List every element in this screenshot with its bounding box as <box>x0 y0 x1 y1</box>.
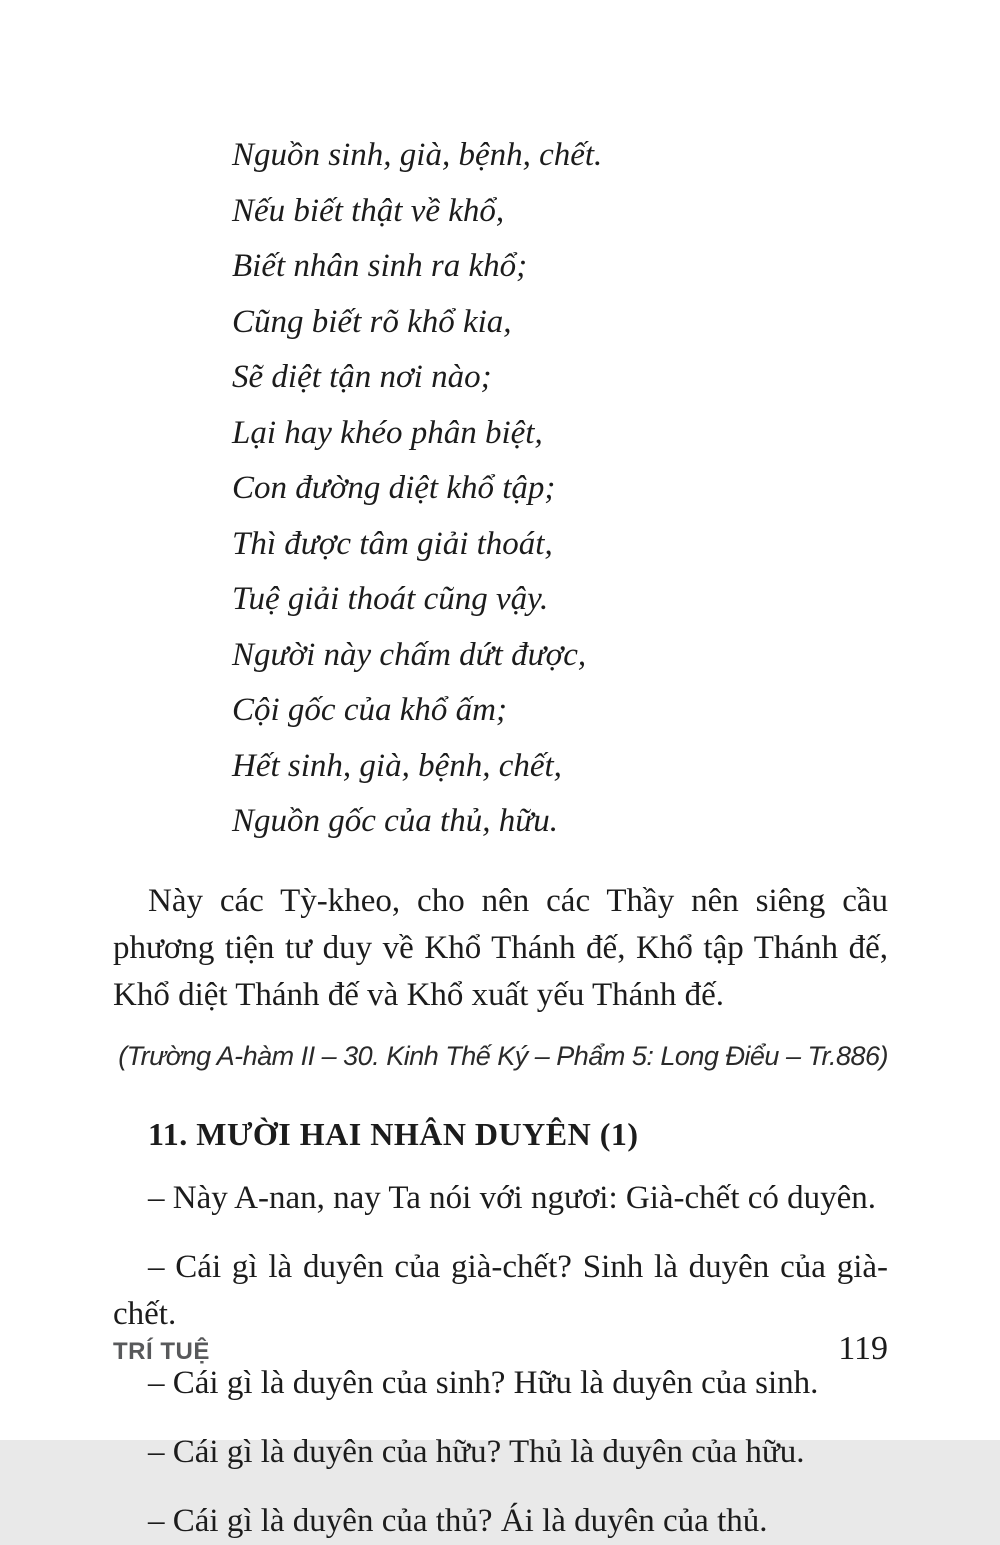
dialogue-line: – Cái gì là duyên của thủ? Ái là duyên của thủ. <box>148 1502 768 1539</box>
page-footer <box>113 1330 888 1368</box>
dialogue-line: – Cái gì là duyên của già-chết? Sinh là duyên của già-chết. <box>113 1248 888 1332</box>
dialogue-line: – Này A-nan, nay Ta nói với ngươi: Già-chết có duyên. <box>148 1179 877 1216</box>
dialogue-line: – Cái gì là duyên của sinh? Hữu là duyên của sinh. <box>148 1364 819 1401</box>
verse-block <box>232 128 888 850</box>
verse-line: Tuệ giải thoát cũng vậy. <box>232 581 549 617</box>
body-paragraph: Này các Tỳ-kheo, cho nên các Thầy nên siêng cầu phương tiện tư duy về Khổ Thánh đế, Khổ tập Thánh đế, Khổ diệt Thánh đế và Khổ xuất yếu Thánh đế. <box>113 882 888 1013</box>
footer-running-title: TRÍ TUỆ <box>113 1338 210 1365</box>
verse-line: Nguồn sinh, già, bệnh, chết. <box>232 137 603 173</box>
verse-line: Người này chấm dứt được, <box>232 636 587 673</box>
source-citation: (Trường A-hàm II – 30. Kinh Thế Ký – Phẩm 5: Long Điểu – Tr.886) <box>118 1040 888 1071</box>
dialogue-line: – Cái gì là duyên của hữu? Thủ là duyên của hữu. <box>148 1433 805 1470</box>
verse-line: Lại hay khéo phân biệt, <box>232 414 543 451</box>
verse-line: Cũng biết rõ khổ kia, <box>232 303 512 340</box>
verse-line: Hết sinh, già, bệnh, chết, <box>232 747 562 784</box>
verse-line: Biết nhân sinh ra khổ; <box>232 248 528 284</box>
verse-line: Con đường diệt khổ tập; <box>232 470 556 506</box>
verse-line: Cội gốc của khổ ấm; <box>232 692 507 728</box>
page-number: 119 <box>838 1330 888 1367</box>
verse-line: Nếu biết thật về khổ, <box>232 192 505 229</box>
verse-line: Sẽ diệt tận nơi nào; <box>232 359 492 395</box>
verse-line: Nguồn gốc của thủ, hữu. <box>232 803 558 839</box>
section-heading: 11. MƯỜI HAI NHÂN DUYÊN (1) <box>148 1115 639 1152</box>
verse-line: Thì được tâm giải thoát, <box>232 525 553 562</box>
